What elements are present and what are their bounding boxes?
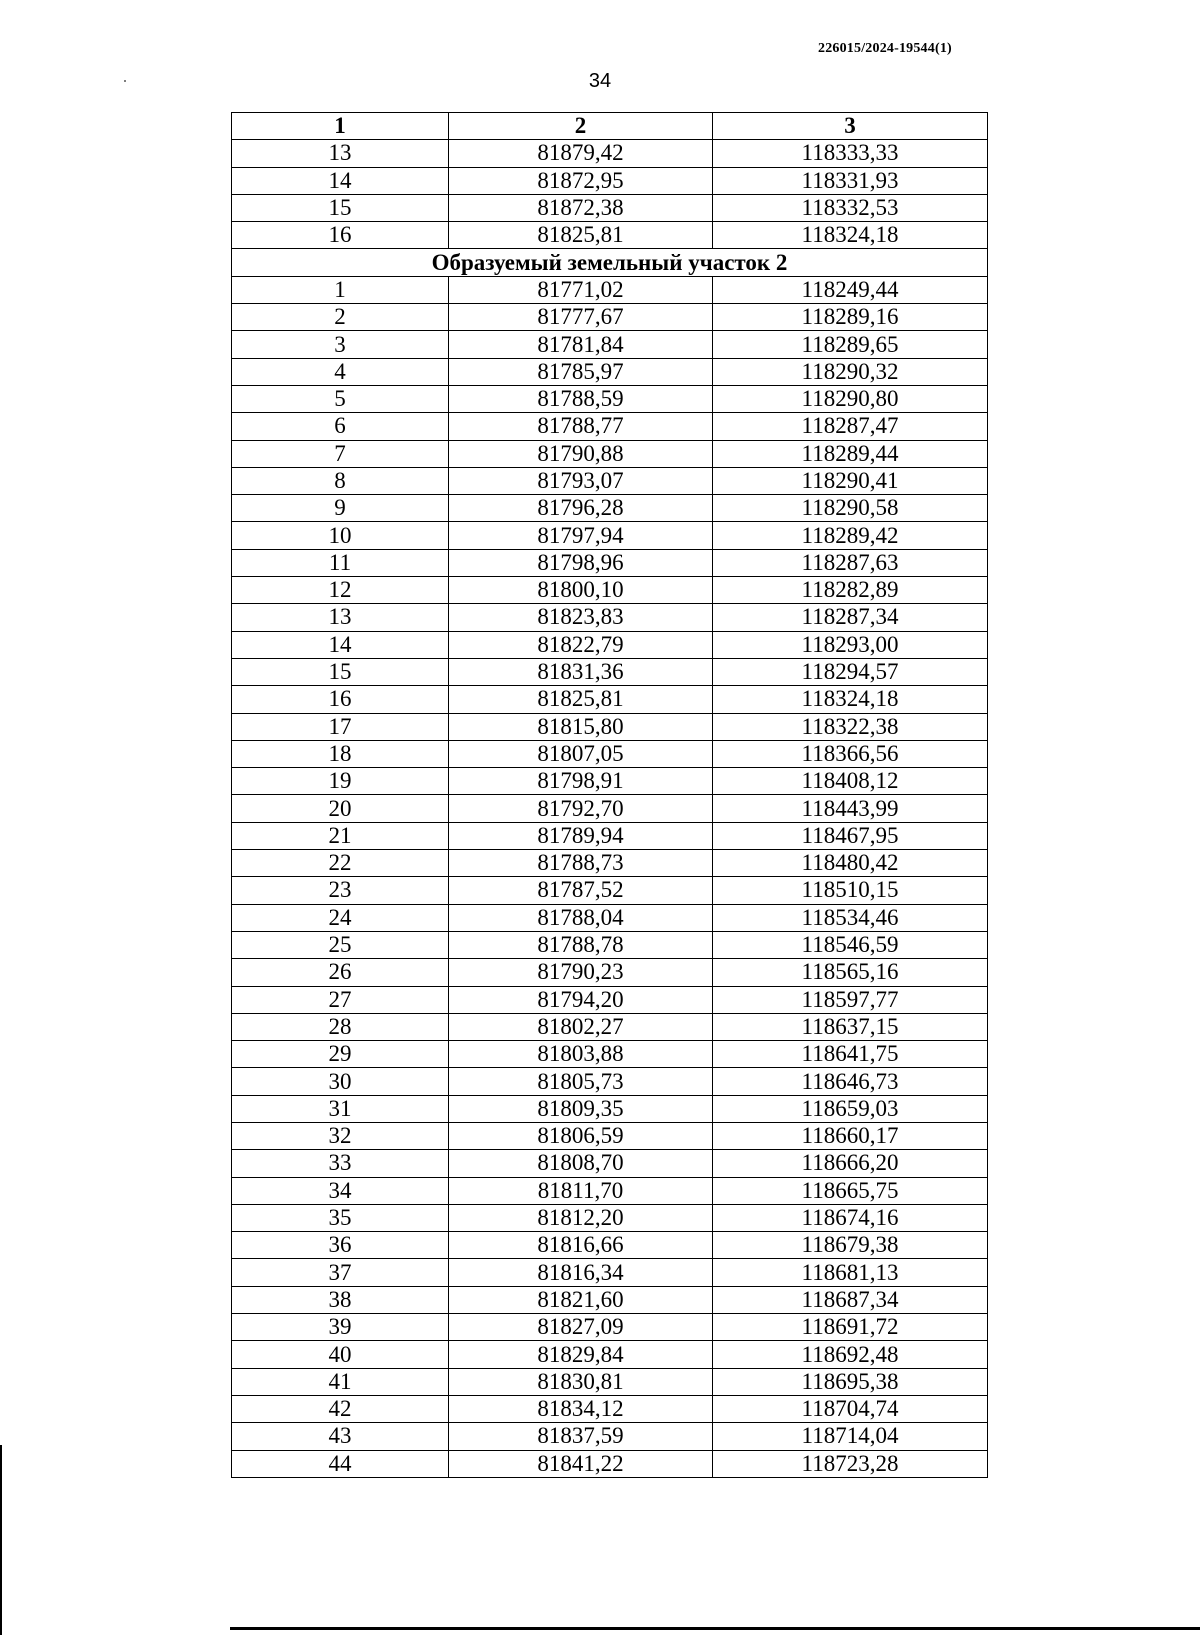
y-coordinate-cell: 118546,59 (713, 931, 988, 958)
y-coordinate-cell: 118692,48 (713, 1341, 988, 1368)
y-coordinate-cell: 118282,89 (713, 577, 988, 604)
y-coordinate-cell: 118333,33 (713, 140, 988, 167)
y-coordinate-cell: 118331,93 (713, 167, 988, 194)
point-number-cell: 35 (232, 1204, 449, 1231)
point-number-cell: 27 (232, 986, 449, 1013)
y-coordinate-cell: 118467,95 (713, 822, 988, 849)
point-number-cell: 8 (232, 467, 449, 494)
y-coordinate-cell: 118249,44 (713, 276, 988, 303)
table-row (232, 931, 988, 958)
point-number-cell: 10 (232, 522, 449, 549)
y-coordinate-cell: 118290,41 (713, 467, 988, 494)
point-number-cell: 13 (232, 604, 449, 631)
y-coordinate-cell: 118641,75 (713, 1041, 988, 1068)
table-row (232, 467, 988, 494)
table-row (232, 495, 988, 522)
x-coordinate-cell: 81796,28 (449, 495, 713, 522)
x-coordinate-cell: 81816,66 (449, 1232, 713, 1259)
table-row (232, 222, 988, 249)
y-coordinate-cell: 118480,42 (713, 850, 988, 877)
point-number-cell: 17 (232, 713, 449, 740)
x-coordinate-cell: 81787,52 (449, 877, 713, 904)
table-row (232, 385, 988, 412)
point-number-cell: 38 (232, 1286, 449, 1313)
table-row (232, 140, 988, 167)
x-coordinate-cell: 81789,94 (449, 822, 713, 849)
x-coordinate-cell: 81792,70 (449, 795, 713, 822)
x-coordinate-cell: 81781,84 (449, 331, 713, 358)
y-coordinate-cell: 118659,03 (713, 1095, 988, 1122)
y-coordinate-cell: 118289,16 (713, 304, 988, 331)
table-row (232, 304, 988, 331)
point-number-cell: 34 (232, 1177, 449, 1204)
x-coordinate-cell: 81797,94 (449, 522, 713, 549)
point-number-cell: 23 (232, 877, 449, 904)
table-row (232, 1341, 988, 1368)
y-coordinate-cell: 118324,18 (713, 686, 988, 713)
y-coordinate-cell: 118695,38 (713, 1368, 988, 1395)
point-number-cell: 40 (232, 1341, 449, 1368)
x-coordinate-cell: 81785,97 (449, 358, 713, 385)
table-row (232, 1095, 988, 1122)
point-number-cell: 20 (232, 795, 449, 822)
x-coordinate-cell: 81872,95 (449, 167, 713, 194)
table-row (232, 522, 988, 549)
y-coordinate-cell: 118290,80 (713, 385, 988, 412)
section-title: Образуемый земельный участок 2 (232, 249, 988, 276)
table-row (232, 549, 988, 576)
point-number-cell: 36 (232, 1232, 449, 1259)
table-row (232, 276, 988, 303)
table-row (232, 740, 988, 767)
table-row (232, 1041, 988, 1068)
x-coordinate-cell: 81788,04 (449, 904, 713, 931)
x-coordinate-cell: 81807,05 (449, 740, 713, 767)
x-coordinate-cell: 81800,10 (449, 577, 713, 604)
table-row (232, 167, 988, 194)
y-coordinate-cell: 118646,73 (713, 1068, 988, 1095)
table-row (232, 1368, 988, 1395)
x-coordinate-cell: 81788,77 (449, 413, 713, 440)
x-coordinate-cell: 81872,38 (449, 194, 713, 221)
table-row (232, 658, 988, 685)
x-coordinate-cell: 81879,42 (449, 140, 713, 167)
point-number-cell: 28 (232, 1013, 449, 1040)
x-coordinate-cell: 81821,60 (449, 1286, 713, 1313)
point-number-cell: 22 (232, 850, 449, 877)
x-coordinate-cell: 81788,59 (449, 385, 713, 412)
page-number: 34 (588, 70, 612, 92)
y-coordinate-cell: 118289,65 (713, 331, 988, 358)
table-row (232, 1395, 988, 1422)
point-number-cell: 18 (232, 740, 449, 767)
y-coordinate-cell: 118534,46 (713, 904, 988, 931)
table-row (232, 795, 988, 822)
y-coordinate-cell: 118290,32 (713, 358, 988, 385)
y-coordinate-cell: 118510,15 (713, 877, 988, 904)
point-number-cell: 6 (232, 413, 449, 440)
x-coordinate-cell: 81808,70 (449, 1150, 713, 1177)
table-row (232, 194, 988, 221)
table-row (232, 686, 988, 713)
point-number-cell: 14 (232, 167, 449, 194)
table-row (232, 604, 988, 631)
y-coordinate-cell: 118681,13 (713, 1259, 988, 1286)
table-row (232, 713, 988, 740)
point-number-cell: 21 (232, 822, 449, 849)
table-row (232, 1286, 988, 1313)
x-coordinate-cell: 81837,59 (449, 1423, 713, 1450)
x-coordinate-cell: 81793,07 (449, 467, 713, 494)
y-coordinate-cell: 118704,74 (713, 1395, 988, 1422)
y-coordinate-cell: 118674,16 (713, 1204, 988, 1231)
y-coordinate-cell: 118322,38 (713, 713, 988, 740)
point-number-cell: 15 (232, 658, 449, 685)
table-header (232, 113, 988, 140)
x-coordinate-cell: 81834,12 (449, 1395, 713, 1422)
point-number-cell: 30 (232, 1068, 449, 1095)
table-row (232, 904, 988, 931)
table-row (232, 1450, 988, 1477)
table-row (232, 850, 988, 877)
table-row (232, 358, 988, 385)
x-coordinate-cell: 81798,91 (449, 768, 713, 795)
x-coordinate-cell: 81829,84 (449, 1341, 713, 1368)
point-number-cell: 24 (232, 904, 449, 931)
scan-bottom-edge (230, 1627, 1200, 1630)
point-number-cell: 16 (232, 686, 449, 713)
table-row (232, 413, 988, 440)
point-number-cell: 32 (232, 1122, 449, 1149)
point-number-cell: 19 (232, 768, 449, 795)
column-header-2: 2 (449, 113, 713, 140)
x-coordinate-cell: 81771,02 (449, 276, 713, 303)
table-row (232, 440, 988, 467)
y-coordinate-cell: 118443,99 (713, 795, 988, 822)
point-number-cell: 37 (232, 1259, 449, 1286)
scan-dot (124, 80, 126, 82)
point-number-cell: 26 (232, 959, 449, 986)
point-number-cell: 13 (232, 140, 449, 167)
x-coordinate-cell: 81812,20 (449, 1204, 713, 1231)
table-row (232, 877, 988, 904)
y-coordinate-cell: 118332,53 (713, 194, 988, 221)
y-coordinate-cell: 118565,16 (713, 959, 988, 986)
y-coordinate-cell: 118289,44 (713, 440, 988, 467)
y-coordinate-cell: 118691,72 (713, 1314, 988, 1341)
point-number-cell: 43 (232, 1423, 449, 1450)
point-number-cell: 29 (232, 1041, 449, 1068)
table-row (232, 1204, 988, 1231)
x-coordinate-cell: 81788,73 (449, 850, 713, 877)
point-number-cell: 3 (232, 331, 449, 358)
document-id: 226015/2024-19544(1) (818, 41, 952, 56)
y-coordinate-cell: 118287,34 (713, 604, 988, 631)
point-number-cell: 33 (232, 1150, 449, 1177)
point-number-cell: 11 (232, 549, 449, 576)
x-coordinate-cell: 81825,81 (449, 686, 713, 713)
y-coordinate-cell: 118287,63 (713, 549, 988, 576)
y-coordinate-cell: 118687,34 (713, 1286, 988, 1313)
x-coordinate-cell: 81823,83 (449, 604, 713, 631)
table-row (232, 1423, 988, 1450)
table-row (232, 959, 988, 986)
table-row (232, 331, 988, 358)
table-row (232, 1232, 988, 1259)
table-row (232, 631, 988, 658)
point-number-cell: 7 (232, 440, 449, 467)
table-row (232, 1013, 988, 1040)
x-coordinate-cell: 81831,36 (449, 658, 713, 685)
x-coordinate-cell: 81790,88 (449, 440, 713, 467)
y-coordinate-cell: 118666,20 (713, 1150, 988, 1177)
table-row (232, 822, 988, 849)
table-body-part2 (232, 276, 988, 1477)
x-coordinate-cell: 81809,35 (449, 1095, 713, 1122)
x-coordinate-cell: 81825,81 (449, 222, 713, 249)
x-coordinate-cell: 81830,81 (449, 1368, 713, 1395)
point-number-cell: 41 (232, 1368, 449, 1395)
x-coordinate-cell: 81806,59 (449, 1122, 713, 1149)
point-number-cell: 16 (232, 222, 449, 249)
x-coordinate-cell: 81788,78 (449, 931, 713, 958)
point-number-cell: 5 (232, 385, 449, 412)
y-coordinate-cell: 118289,42 (713, 522, 988, 549)
y-coordinate-cell: 118723,28 (713, 1450, 988, 1477)
point-number-cell: 39 (232, 1314, 449, 1341)
point-number-cell: 14 (232, 631, 449, 658)
section-header (232, 249, 988, 276)
y-coordinate-cell: 118366,56 (713, 740, 988, 767)
y-coordinate-cell: 118665,75 (713, 1177, 988, 1204)
x-coordinate-cell: 81777,67 (449, 304, 713, 331)
x-coordinate-cell: 81805,73 (449, 1068, 713, 1095)
point-number-cell: 1 (232, 276, 449, 303)
header-row (232, 113, 988, 140)
point-number-cell: 12 (232, 577, 449, 604)
y-coordinate-cell: 118287,47 (713, 413, 988, 440)
table-row (232, 1259, 988, 1286)
point-number-cell: 4 (232, 358, 449, 385)
column-header-3: 3 (713, 113, 988, 140)
x-coordinate-cell: 81794,20 (449, 986, 713, 1013)
point-number-cell: 25 (232, 931, 449, 958)
point-number-cell: 42 (232, 1395, 449, 1422)
x-coordinate-cell: 81827,09 (449, 1314, 713, 1341)
y-coordinate-cell: 118597,77 (713, 986, 988, 1013)
x-coordinate-cell: 81802,27 (449, 1013, 713, 1040)
table-row (232, 1314, 988, 1341)
x-coordinate-cell: 81798,96 (449, 549, 713, 576)
y-coordinate-cell: 118293,00 (713, 631, 988, 658)
point-number-cell: 9 (232, 495, 449, 522)
table-row (232, 986, 988, 1013)
x-coordinate-cell: 81803,88 (449, 1041, 713, 1068)
x-coordinate-cell: 81815,80 (449, 713, 713, 740)
point-number-cell: 31 (232, 1095, 449, 1122)
scan-left-edge (0, 1445, 2, 1635)
y-coordinate-cell: 118294,57 (713, 658, 988, 685)
x-coordinate-cell: 81841,22 (449, 1450, 713, 1477)
x-coordinate-cell: 81816,34 (449, 1259, 713, 1286)
x-coordinate-cell: 81822,79 (449, 631, 713, 658)
y-coordinate-cell: 118660,17 (713, 1122, 988, 1149)
section-row (232, 249, 988, 276)
table-body-part1 (232, 140, 988, 249)
x-coordinate-cell: 81811,70 (449, 1177, 713, 1204)
table-row (232, 1177, 988, 1204)
y-coordinate-cell: 118714,04 (713, 1423, 988, 1450)
table-row (232, 1122, 988, 1149)
point-number-cell: 15 (232, 194, 449, 221)
table-row (232, 1150, 988, 1177)
column-header-1: 1 (232, 113, 449, 140)
y-coordinate-cell: 118290,58 (713, 495, 988, 522)
y-coordinate-cell: 118637,15 (713, 1013, 988, 1040)
y-coordinate-cell: 118679,38 (713, 1232, 988, 1259)
table-row (232, 577, 988, 604)
point-number-cell: 2 (232, 304, 449, 331)
x-coordinate-cell: 81790,23 (449, 959, 713, 986)
y-coordinate-cell: 118408,12 (713, 768, 988, 795)
table-row (232, 768, 988, 795)
table-row (232, 1068, 988, 1095)
point-number-cell: 44 (232, 1450, 449, 1477)
coordinates-table (231, 112, 988, 1478)
y-coordinate-cell: 118324,18 (713, 222, 988, 249)
